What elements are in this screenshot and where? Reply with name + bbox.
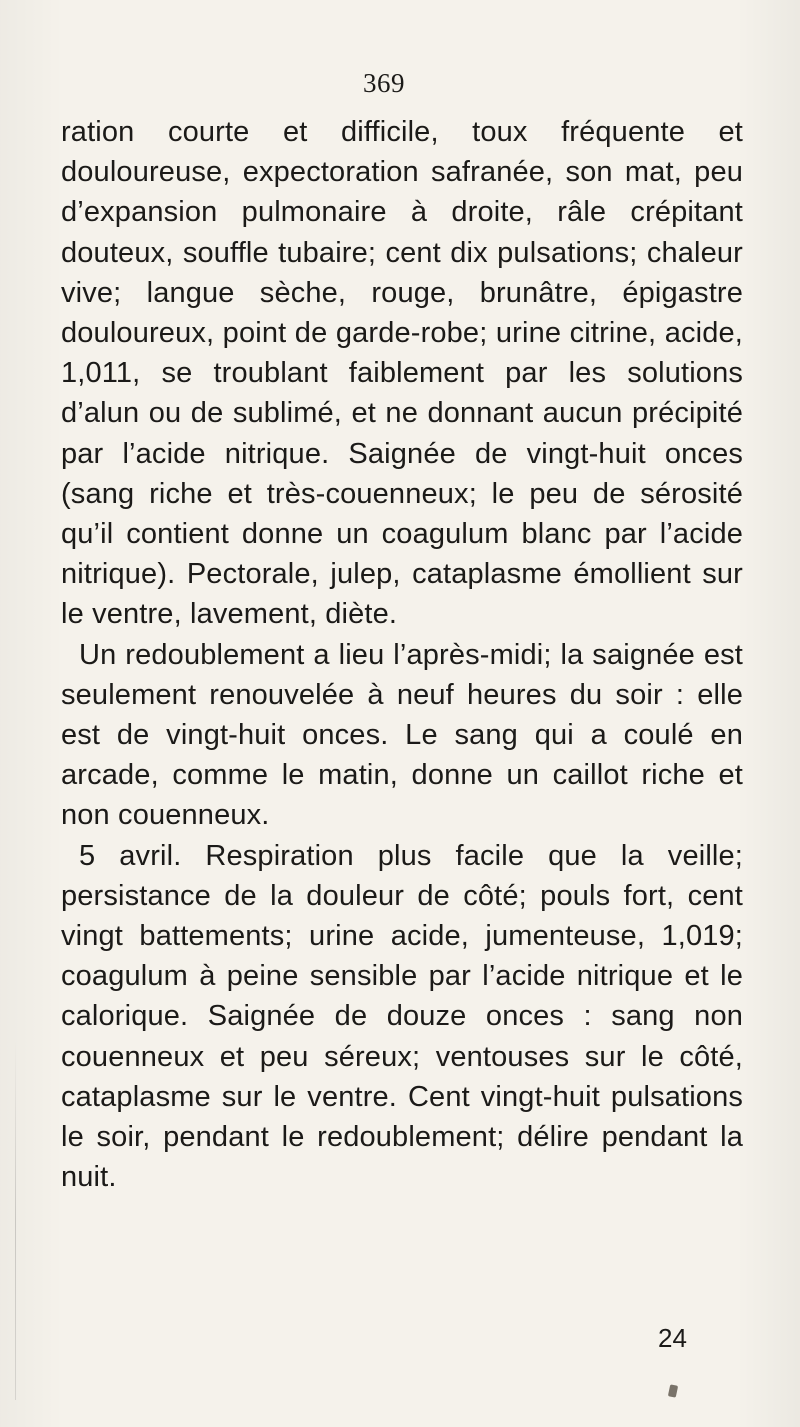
paragraph-2: Un redoublement a lieu l’après-midi; la saignée est seulement renouvelée à neuf heures du soir : elle est de vingt-huit onces. Le sang qui a coulé en arcade, comme le matin, donne un caillot riche et non couenneux. [61, 638, 743, 832]
page-edge-shadow [15, 1040, 16, 1400]
ink-mark [668, 1384, 678, 1397]
footer-signature: 24 [658, 1323, 687, 1353]
page-number: 369 [363, 68, 405, 98]
body-text [61, 112, 743, 1197]
paragraph-3: 5 avril. Respiration plus facile que la veille; persistance de la douleur de côté; pouls fort, cent vingt battements; urine acide, jumenteuse, 1,019; coagulum à peine sensible par l’acide nitrique et le calorique. Saignée de douze onces : sang non couenneux et peu séreux; ventouses sur le côté, cataplasme sur le ventre. Cent vingt-huit pulsations le soir, pendant le redoublement; délire pendant la nuit. [61, 839, 743, 1194]
paragraph-1: ration courte et difficile, toux fréquente et douloureuse, expectoration safranée, son mat, peu d’expansion pulmonaire à droite, râle crépitant douteux, souffle tubaire; cent dix pulsations; chaleur vive; langue sèche, rouge, brunâtre, épigastre douloureux, point de garde-robe; urine citrine, acide, 1,011, se troublant faiblement par les solutions d’alun ou de sublimé, et ne donnant aucun précipité par l’acide nitrique. Saignée de vingt-huit onces (sang riche et très-couenneux; le peu de sérosité qu’il contient donne un coagulum blanc par l’acide nitrique). Pectorale, julep, cataplasme émollient sur le ventre, lavement, diète. [61, 116, 743, 631]
